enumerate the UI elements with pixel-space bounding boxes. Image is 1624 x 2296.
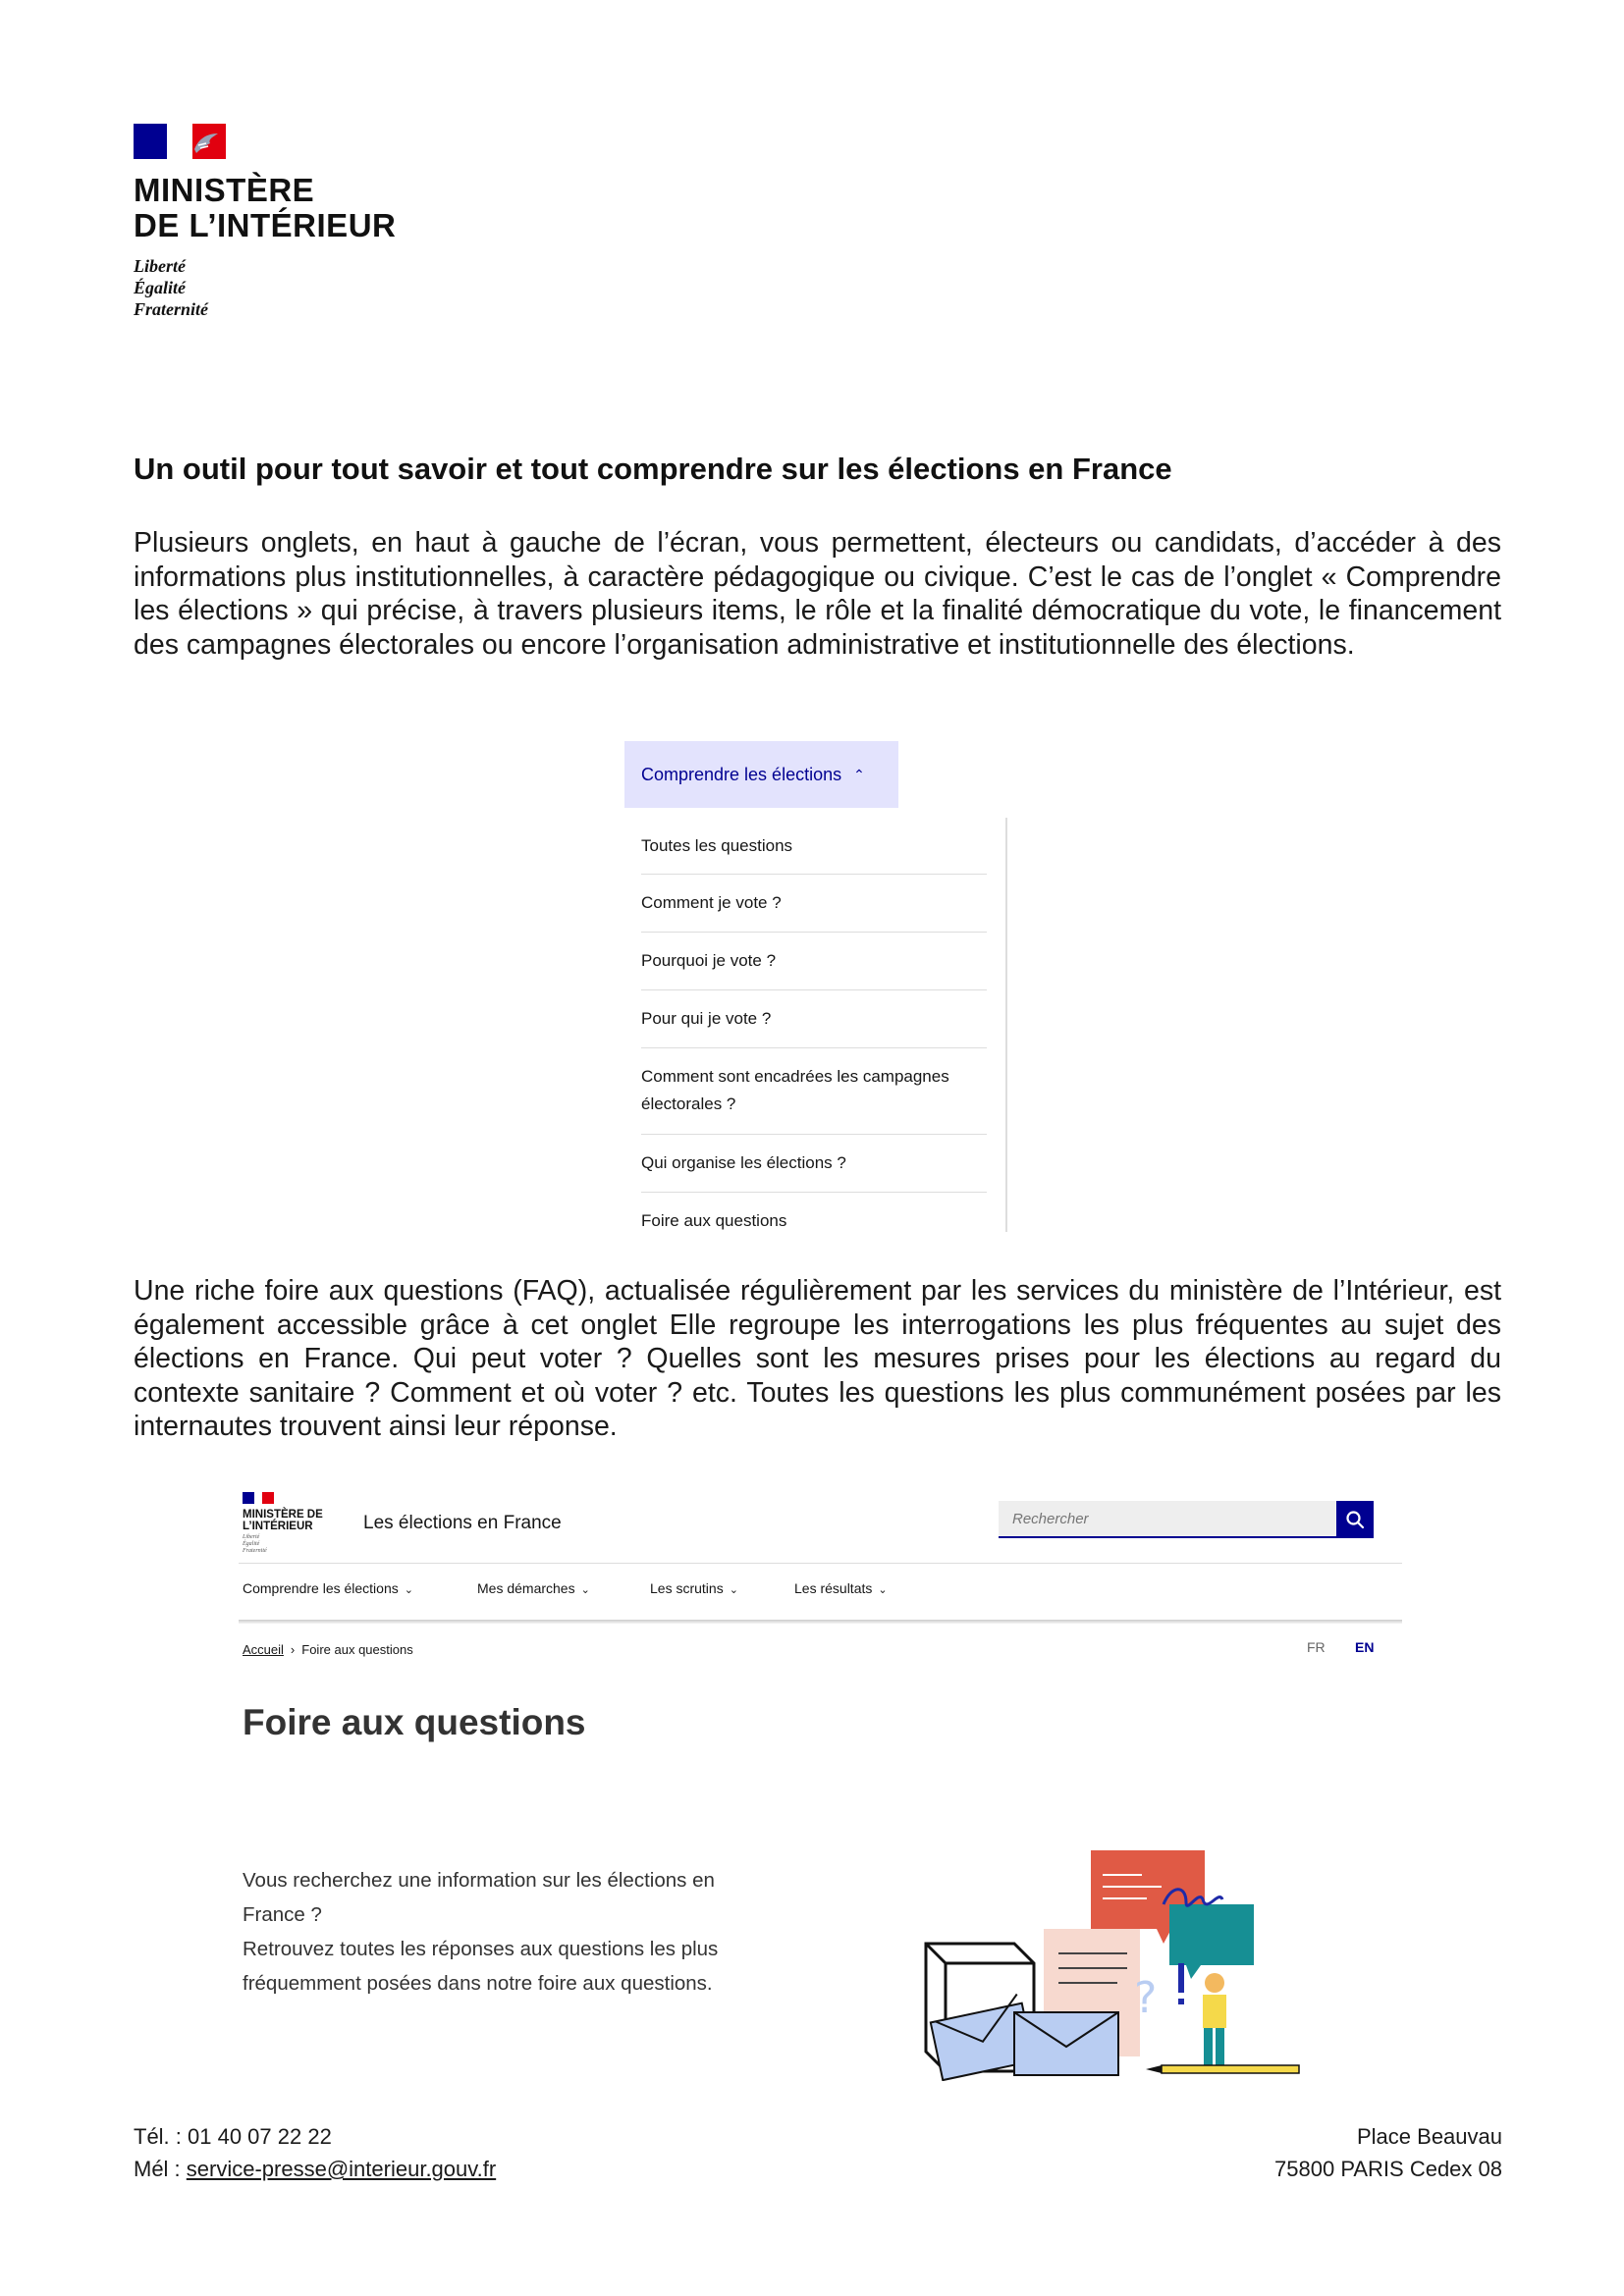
site-motto: Liberté Égalité Fraternité: [243, 1534, 267, 1554]
svg-text:?: ?: [1134, 1973, 1158, 2023]
faq-intro: Vous recherchez une information sur les élections en France ? Retrouvez toutes les réponses aux questions les plus fréquemment posées dans notre foire aux questions.: [243, 1869, 719, 1995]
breadcrumb-current: Foire aux questions: [301, 1642, 413, 1657]
language-fr[interactable]: FR: [1307, 1639, 1326, 1655]
chevron-down-icon: ⌄: [580, 1584, 590, 1596]
chevron-right-icon: ›: [290, 1642, 296, 1657]
site-title[interactable]: Les élections en France: [363, 1513, 562, 1533]
press-email-link[interactable]: service-presse@interieur.gouv.fr: [186, 2157, 497, 2181]
footer-address: Place Beauvau 75800 PARIS Cedex 08: [1274, 2124, 1502, 2181]
header-divider: [239, 1563, 1402, 1564]
breadcrumb: [243, 1642, 413, 1657]
footer-contact: [134, 2120, 496, 2185]
main-navigation: [243, 1580, 1401, 1610]
menu-item-comment-je-vote[interactable]: Comment je vote ?: [641, 875, 987, 933]
search-input[interactable]: [999, 1511, 1293, 1527]
menu-item-foire-aux-questions[interactable]: Foire aux questions: [641, 1211, 787, 1230]
menu-item-toutes-les-questions[interactable]: Toutes les questions: [641, 818, 987, 875]
footer-phone: Tél. : 01 40 07 22 22: [134, 2124, 332, 2149]
search-icon: [1345, 1510, 1365, 1529]
nav-shadow: [239, 1620, 1402, 1624]
site-ministry-name: MINISTÈRE DE L’INTÉRIEUR: [243, 1509, 323, 1532]
menu-item-campagnes-electorales[interactable]: Comment sont encadrées les campagnes électorales ?: [641, 1048, 987, 1135]
language-en[interactable]: EN: [1355, 1639, 1375, 1655]
nav-les-scrutins[interactable]: Les scrutins ⌄: [650, 1580, 738, 1596]
nav-les-resultats[interactable]: Les résultats ⌄: [794, 1580, 888, 1596]
faq-illustration: [906, 1845, 1319, 2081]
menu-list: [624, 818, 1007, 1232]
site-logo[interactable]: [243, 1492, 323, 1555]
menu-header-label: Comprendre les élections: [641, 764, 842, 784]
faq-paragraph: Une riche foire aux questions (FAQ), actualisée régulièrement par les services du ministère de l’Intérieur, est également accessible grâce à cet onglet Elle regroupe les interrogations les plus fréquentes au sujet des élections en France. Qui peut voter ? Quelles sont les mesures prises pour les élections au regard du contexte sanitaire ? Comment et où voter ? etc. Toutes les questions les plus communément posées par les internautes trouvent ainsi leur réponse.: [134, 1275, 1501, 1442]
chevron-down-icon: ⌄: [729, 1584, 738, 1596]
chevron-down-icon: ⌄: [878, 1584, 888, 1596]
menu-item-qui-organise[interactable]: Qui organise les élections ?: [641, 1135, 987, 1193]
menu-item-pour-qui-je-vote[interactable]: Pour qui je vote ?: [641, 990, 987, 1048]
menu-item-pourquoi-je-vote[interactable]: Pourquoi je vote ?: [641, 933, 987, 990]
dropdown-menu-screenshot: [624, 741, 1017, 1237]
site-flag-icon: [243, 1492, 274, 1504]
french-flag-marianne-logo: [134, 124, 226, 159]
menu-header-comprendre[interactable]: [624, 741, 898, 808]
search-button[interactable]: [1336, 1501, 1374, 1538]
chevron-down-icon: ⌄: [404, 1584, 413, 1596]
page-title: Foire aux questions: [243, 1702, 586, 1742]
republic-motto: Liberté Égalité Fraternité: [134, 256, 209, 319]
intro-paragraph: Plusieurs onglets, en haut à gauche de l’écran, vous permettent, électeurs ou candidats, d’accéder à des informations plus institutionnelles, à caractère pédagogique ou civique. C’est le cas de l’onglet « Comprendre les élections » qui précise, à travers plusieurs items, le rôle et la finalité démocratique du vote, le financement des campagnes électorales ou encore l’organisation administrative et institutionnelle des élections.: [134, 527, 1501, 661]
document-heading: Un outil pour tout savoir et tout comprendre sur les élections en France: [134, 452, 1172, 486]
nav-mes-demarches[interactable]: Mes démarches ⌄: [477, 1580, 590, 1596]
nav-comprendre-les-elections[interactable]: Comprendre les élections ⌄: [243, 1580, 413, 1596]
website-screenshot: [239, 1482, 1402, 2071]
ministry-logo: [134, 124, 428, 320]
footer-mail-line: Mél : service-presse@interieur.gouv.fr: [134, 2157, 497, 2181]
chevron-up-icon: ⌃: [853, 766, 865, 782]
search-field: [999, 1501, 1336, 1538]
breadcrumb-home-link[interactable]: Accueil: [243, 1642, 284, 1657]
ministry-name: MINISTÈRE DE L’INTÉRIEUR: [134, 172, 397, 243]
